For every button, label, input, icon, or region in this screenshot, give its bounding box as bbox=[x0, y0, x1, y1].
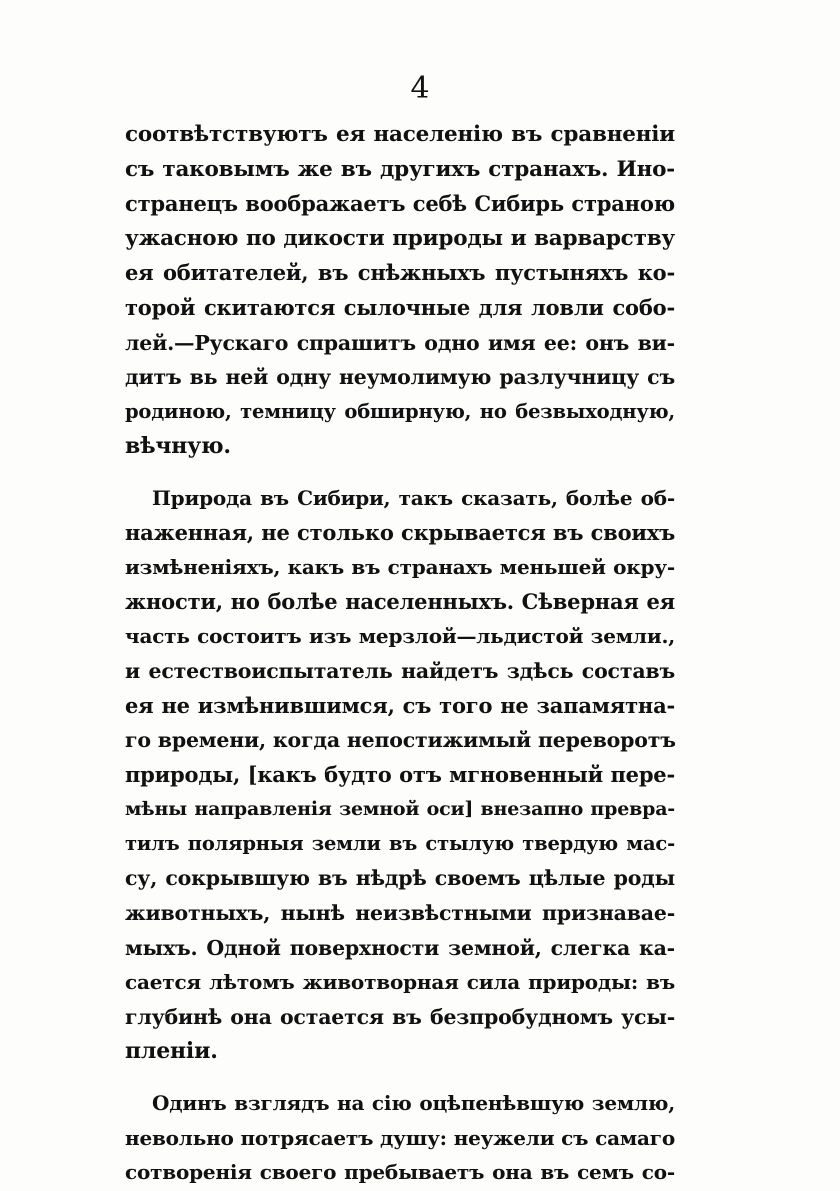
text-line: мѣны направленія земной оси] внезапно превра- bbox=[125, 798, 675, 821]
text-line: вѣчную. bbox=[125, 433, 231, 460]
text-line: измѣненіяхъ, какъ въ странахъ меньшей окру- bbox=[125, 555, 675, 580]
text-line: дитъ вь ней одну неумолимую разлучницу съ bbox=[125, 365, 675, 390]
text-line: мыхъ. Одной поверхности земной, слегка ка- bbox=[125, 935, 675, 960]
text-line: съ таковымъ же въ другихъ странахъ. Ино- bbox=[125, 156, 675, 182]
text-line: ея обитателей, въ снѣжныхъ пустыняхъ ко- bbox=[125, 260, 675, 286]
page-number: 4 bbox=[410, 71, 430, 106]
text-line: тилъ полярныя земли въ стылую твердую мас- bbox=[125, 831, 675, 855]
paragraph-1 bbox=[125, 118, 675, 464]
text-line: родиною, темницу обширную, но безвыходную, bbox=[125, 399, 675, 423]
text-line: торой скитаются сылочные для ловли собо- bbox=[125, 294, 675, 320]
text-line: часть состоитъ изъ мерзлой—льдистой земли., bbox=[125, 624, 675, 649]
text-line: глубинѣ она остается въ безпробудномъ усы- bbox=[125, 1004, 675, 1029]
text-line: странецъ воображаетъ себѣ Сибирь страною bbox=[125, 191, 675, 217]
text-line: природы, [какъ будто отъ мгновенный пере- bbox=[125, 761, 675, 787]
text-line: сается лѣтомъ животворная сила природы: въ bbox=[125, 970, 675, 995]
text-line: наженная, не столько скрывается въ своихъ bbox=[125, 519, 675, 545]
text-line: ея не измѣнившимся, съ того не запамятна- bbox=[125, 692, 675, 718]
paragraph-2 bbox=[125, 481, 675, 1069]
text-line: су, сокрывшую въ нѣдрѣ своемъ цѣлые роды bbox=[125, 866, 675, 891]
paragraph-gap bbox=[125, 1069, 675, 1086]
text-line: сотворенія своего пребываетъ она въ семъ со- bbox=[125, 1160, 675, 1185]
text-line: пленіи. bbox=[125, 1038, 218, 1065]
paragraph-gap bbox=[125, 464, 675, 481]
text-line: ужасною по дикости природы и варварству bbox=[125, 225, 675, 251]
text-line: Одинъ взглядъ на сію оцѣпенѣвшую землю, bbox=[152, 1091, 675, 1116]
text-line: Природа въ Сибири, такъ сказать, болѣе об- bbox=[152, 485, 675, 510]
text-line: животныхъ, нынѣ неизвѣстными признавае- bbox=[125, 901, 675, 926]
text-line: го времени, когда непостижимый переворотъ bbox=[125, 728, 676, 753]
text-line: жности, но болѣе населенныхъ. Сѣверная ея bbox=[125, 588, 675, 614]
text-line: и естествоиспытатель найдетъ здѣсь составъ bbox=[125, 658, 675, 683]
text-line: соотвѣтствуютъ ея населенію въ сравненіи bbox=[125, 122, 675, 147]
paragraph-3 bbox=[125, 1086, 675, 1190]
text-line: невольно потрясаетъ душу: неужели съ самаго bbox=[125, 1125, 675, 1150]
body-text bbox=[125, 118, 675, 1190]
text-line: лей.—Рускаго спрашитъ одно имя ее: онъ ви- bbox=[125, 330, 675, 355]
